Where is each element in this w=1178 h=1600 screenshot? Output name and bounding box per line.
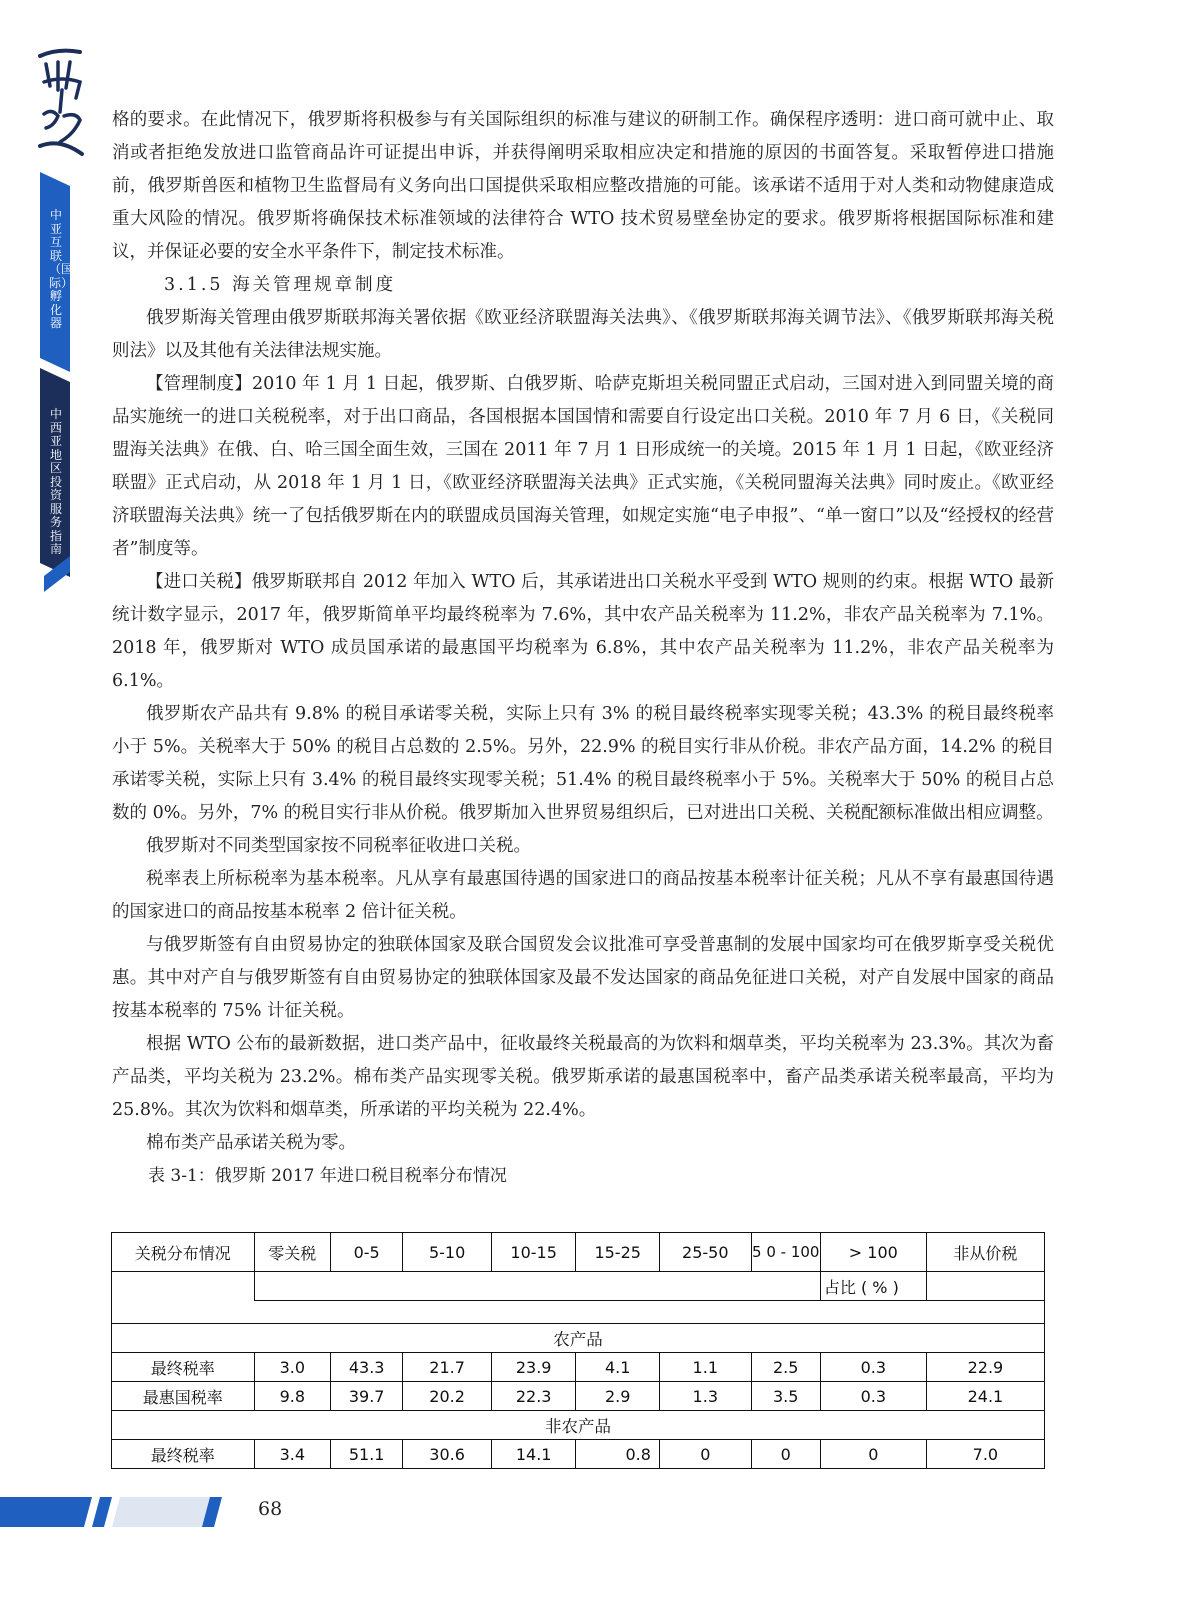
paragraph: 俄罗斯农产品共有 9.8% 的税目承诺零关税，实际上只有 3% 的税目最终税率实现零关税；43.3% 的税目最终税率小于 5%。关税率大于 50% 的税目占总数的 2.5%。另外，22.9% 的税目实行非从价税。非农产品方面，14.2% 的税目承诺零关税，实际上只有 3.4% 的税目最终实现零关税；51.4% 的税目最终税率小于 5%。关税率大于 50% 的税目占总数的 0%。另外，7% 的税目实行非从价税。俄罗斯加入世界贸易组织后，已对进出口关税、关税配额标准做出相应调整。: [112, 704, 1054, 823]
paragraph: 俄罗斯对不同类型国家按不同税率征收进口关税。: [146, 836, 531, 856]
belt-road-logo: [36, 42, 86, 157]
empty-cell: [112, 1301, 1045, 1324]
paragraph: 【管理制度】2010 年 1 月 1 日起，俄罗斯、白俄罗斯、哈萨克斯坦关税同盟正式启动，三国对进入到同盟关境的商品实施统一的进口关税税率，对于出口商品，各国根据本国国情和需要自行设定出口关税。2010 年 7 月 6 日，《关税同盟海关法典》在俄、白、哈三国全面生效，三国在 2011 年 7 月 1 日形成统一的关境。2015 年 1 月 1 日起，《欧亚经济联盟》正式启动，从 2018 年 1 月 1 日，《欧亚经济联盟海关法典》正式实施，《关税同盟海关法典》同时废止。《欧亚经济联盟海关法典》统一了包括俄罗斯在内的联盟成员国海关管理，如规定实施“电子申报”、“单一窗口”以及“经授权的经营者”制度等。: [112, 374, 1054, 559]
paragraph: 格的要求。在此情况下，俄罗斯将积极参与有关国际组织的标准与建议的研制工作。确保程序透明：进口商可就中止、取消或者拒绝发放进口监管商品许可证提出申诉，并获得阐明采取相应决定和措施的原因的书面答复。采取暂停进口措施前，俄罗斯兽医和植物卫生监督局有义务向出口国提供采取相应整改措施的可能。该承诺不适用于对人类和动物健康造成重大风险的情况。俄罗斯将确保技术标准领域的法律符合 WTO 技术贸易壁垒协定的要求。俄罗斯将根据国际标准和建议，并保证必要的安全水平条件下，制定技术标准。: [112, 110, 1054, 262]
table-cell: 1.3: [659, 1382, 751, 1411]
table-cell: 7.0: [926, 1440, 1044, 1469]
table-row: [112, 1382, 1045, 1411]
table-cell: 51.1: [330, 1440, 402, 1469]
table-cell: 23.9: [491, 1353, 576, 1382]
header-cell: 25-50: [659, 1233, 751, 1272]
table-cell: 2.9: [576, 1382, 660, 1411]
table-cell: 0.3: [820, 1353, 926, 1382]
row-label: 最终税率: [112, 1440, 255, 1469]
tariff-table: [111, 1232, 1045, 1469]
table-cell: 2.5: [751, 1353, 820, 1382]
table-cell: 3.5: [751, 1382, 820, 1411]
table-cell: 43.3: [330, 1353, 402, 1382]
side-strip-book-text: 中西亚地区投资服务指南: [49, 407, 62, 556]
row-label: 最终税率: [112, 1353, 255, 1382]
empty-cell: [254, 1272, 820, 1301]
table-cell: 0.8: [576, 1440, 660, 1469]
header-cell: 15-25: [576, 1233, 660, 1272]
empty-cell: [926, 1272, 1044, 1301]
table-cell: 39.7: [330, 1382, 402, 1411]
table-cell: 3.4: [254, 1440, 330, 1469]
section-label-nonagri: 非农产品: [112, 1411, 1045, 1440]
table-section-row: [112, 1324, 1045, 1353]
table-row: [112, 1440, 1045, 1469]
page-number: 68: [258, 1498, 283, 1520]
table-cell: 20.2: [403, 1382, 492, 1411]
header-cell: 0-5: [330, 1233, 402, 1272]
header-cell: > 100: [820, 1233, 926, 1272]
header-cell: 关税分布情况: [112, 1233, 255, 1272]
paragraph: 【进口关税】俄罗斯联邦自 2012 年加入 WTO 后，其承诺进出口关税水平受到 WTO 规则的约束。根据 WTO 最新统计数字显示，2017 年，俄罗斯简单平均最终税率为 7.6%，其中农产品关税率为 11.2%，非农产品关税率为 7.1%。2018 年，俄罗斯对 WTO 成员国承诺的最惠国平均税率为 6.8%，其中农产品关税率为 11.2%，非农产品关税率为 6.1%。: [112, 572, 1054, 691]
body-text: [112, 104, 1054, 1190]
table-cell: 21.7: [403, 1353, 492, 1382]
table-spacer-row: [112, 1301, 1045, 1324]
section-heading: 3.1.5 海关管理规章制度: [164, 275, 397, 295]
table-cell: 14.1: [491, 1440, 576, 1469]
table-caption: 表 3-1：俄罗斯 2017 年进口税目税率分布情况: [148, 1166, 507, 1186]
table-cell: 0: [659, 1440, 751, 1469]
header-cell: 5 0 - 100: [751, 1233, 820, 1272]
table-header-row: [112, 1233, 1045, 1272]
table-cell: 0: [820, 1440, 926, 1469]
paragraph: 棉布类产品承诺关税为零。: [146, 1133, 356, 1153]
header-cell: 10-15: [491, 1233, 576, 1272]
table-unit-row: [112, 1272, 1045, 1301]
header-cell: 非从价税: [926, 1233, 1044, 1272]
side-strip-series-text: 中亚互联（国际）孵化器: [49, 208, 74, 330]
header-cell: 零关税: [254, 1233, 330, 1272]
header-cell: 5-10: [403, 1233, 492, 1272]
table-cell: 9.8: [254, 1382, 330, 1411]
table-cell: 0.3: [820, 1382, 926, 1411]
table-row: [112, 1353, 1045, 1382]
table-cell: 1.1: [659, 1353, 751, 1382]
table-cell: 3.0: [254, 1353, 330, 1382]
table-cell: 30.6: [403, 1440, 492, 1469]
empty-cell: [112, 1272, 255, 1301]
table-cell: 22.9: [926, 1353, 1044, 1382]
paragraph: 根据 WTO 公布的最新数据，进口类产品中，征收最终关税最高的为饮料和烟草类，平均关税率为 23.3%。其次为畜产品类，平均关税为 23.2%。棉布类产品实现零关税。俄罗斯承诺的最惠国税率中，畜产品类承诺关税率最高，平均为 25.8%。其次为饮料和烟草类，所承诺的平均关税为 22.4%。: [112, 1034, 1054, 1120]
table-cell: 0: [751, 1440, 820, 1469]
table-cell: 4.1: [576, 1353, 660, 1382]
table-section-row: [112, 1411, 1045, 1440]
table-cell: 22.3: [491, 1382, 576, 1411]
footer-stripes: [0, 1495, 230, 1529]
unit-label: 占比 ( % ): [820, 1272, 926, 1301]
paragraph: 税率表上所标税率为基本税率。凡从享有最惠国待遇的国家进口的商品按基本税率计征关税；凡从不享有最惠国待遇的国家进口的商品按基本税率 2 倍计征关税。: [112, 869, 1054, 922]
table-cell: 24.1: [926, 1382, 1044, 1411]
paragraph: 与俄罗斯签有自由贸易协定的独联体国家及联合国贸发会议批准可享受普惠制的发展中国家均可在俄罗斯享受关税优惠。其中对产自与俄罗斯签有自由贸易协定的独联体国家及最不发达国家的商品免征进口关税，对产自发展中国家的商品按基本税率的 75% 计征关税。: [112, 935, 1054, 1021]
paragraph: 俄罗斯海关管理由俄罗斯联邦海关署依据《欧亚经济联盟海关法典》、《俄罗斯联邦海关调节法》、《俄罗斯联邦海关税则法》以及其他有关法律法规实施。: [112, 308, 1054, 361]
row-label: 最惠国税率: [112, 1382, 255, 1411]
section-label-agri: 农产品: [112, 1324, 1045, 1353]
